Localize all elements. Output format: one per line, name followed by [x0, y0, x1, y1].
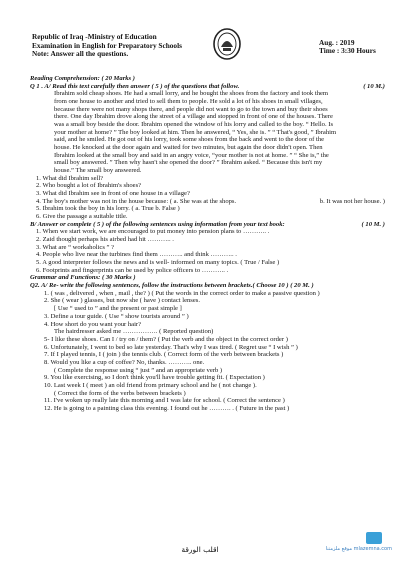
line-text: house. He knocked at the door again and waited for two minutes, but again the door didn't open. Then [54, 144, 323, 152]
line-text: [ Use “ used to ” and the present or past simple ] [54, 305, 182, 313]
text-line [30, 182, 385, 190]
text-line [30, 136, 385, 144]
header-left [32, 33, 182, 59]
watermark-logo-icon [366, 532, 382, 544]
text-line [30, 236, 385, 244]
text-line [30, 351, 385, 359]
line-text: 11. I've woken up really late this morning and I was late for school. ( Correct the sentence ) [44, 397, 285, 405]
text-line [30, 397, 385, 405]
exam-time: Time : 3:30 Hours [319, 46, 376, 56]
text-line [30, 274, 385, 282]
text-line [30, 259, 385, 267]
line-text: 5. Ibrahim took the boy in his lorry. ( a. True b. False ) [36, 205, 180, 213]
header-right [319, 39, 376, 56]
text-line [30, 405, 385, 413]
header-line: Republic of Iraq -Ministry of Education [32, 32, 157, 41]
text-line [30, 90, 385, 98]
text-line [30, 152, 385, 160]
line-text: 3. What did Ibrahim see in front of one house in a village? [36, 190, 190, 198]
line-text: 7. If I played tennis, I ( join ) the tennis club. ( Correct form of the verb between brackets ) [44, 351, 284, 359]
watermark-text: موقع ملزمتنا mlazemna.com [325, 546, 392, 552]
line-text: The hairdresser asked me ……………. ( Reported question) [54, 328, 214, 336]
line-right-text: ( 10 M. ) [361, 220, 385, 228]
text-line [30, 336, 385, 344]
text-line [30, 159, 385, 167]
line-text: B/ Answer or complete ( 5 ) of the following sentences using information from your text book: [30, 220, 285, 228]
line-text: Ibrahim looked at the small boy and said in an angry voice, “your mother is not at home. ” “ She is,” the [54, 151, 329, 159]
text-line [30, 129, 385, 137]
line-text: 5. A good interpreter follows the news and is well- informed on many topics. ( True / False ) [36, 259, 280, 267]
exam-date: Aug. : 2019 [319, 38, 355, 47]
text-line [30, 344, 385, 352]
line-text: 6. Footprints and fingerprints can be used by police officers to ……….. . [36, 266, 229, 274]
line-text: 4. How short do you want your hair? [44, 320, 142, 328]
text-line [30, 367, 385, 375]
text-line [30, 313, 385, 321]
text-line [30, 167, 385, 175]
text-line [30, 113, 385, 121]
line-text: 2. Zaid thought perhaps his airbed had hit ……….. . [36, 236, 174, 244]
line-text: Reading Comprehension: ( 20 Marks ) [30, 75, 135, 82]
line-text: from one house to another and tried to sell them to people. He sold a lot of his shoes in small villages, [54, 98, 323, 106]
watermark [325, 532, 392, 560]
text-line [30, 359, 385, 367]
text-line [30, 321, 385, 329]
line-text: 2. She ( wear ) glasses, but now she ( have ) contact lenses. [44, 297, 201, 305]
text-line [30, 305, 385, 313]
header-line: Note: Answer all the questions. [32, 49, 129, 59]
line-text: 9. You like exercising, so I don't think you'll have trouble getting fit. ( Expectation ) [44, 374, 265, 382]
text-line [30, 98, 385, 106]
text-line [30, 106, 385, 114]
line-text: Grammar and Functions: ( 30 Marks ) [30, 274, 136, 282]
text-line [30, 390, 385, 398]
text-line [30, 121, 385, 129]
text-line [30, 83, 385, 91]
line-text: 1. ( was , delivered , when , mail , the? ) ( Put the words in the correct order to make a passive question ) [44, 289, 320, 297]
text-line [30, 144, 385, 152]
line-text: 3. Define a tour guide. ( Use “ show tourists around ” ) [44, 312, 189, 320]
text-line [30, 267, 385, 275]
text-line [30, 75, 385, 83]
text-line [30, 382, 385, 390]
line-text: 4. People who live near the turbines find them ……….. and think ……….. . [36, 251, 237, 259]
line-text: 1. When we start work, we are encouraged to put money into pension plans to ……….. . [36, 228, 270, 236]
text-line [30, 190, 385, 198]
line-text: was a small boy beside the door. Ibrahim opened the window of his lorry and called to the boy. “ Hello. Is [54, 121, 334, 129]
line-text: said, and he smiled. He got out of his lorry, took some shoes from the back and went to the door of the [54, 136, 325, 144]
text-line [30, 205, 385, 213]
line-text: Ibrahim sold cheap shoes. He had a small lorry, and he bought the shoes from the factory and took them [54, 90, 329, 98]
exam-body [30, 75, 385, 413]
text-line [30, 251, 385, 259]
text-line [30, 228, 385, 236]
line-text: your mother at home? ” The boy looked at him. Then he answered, “ Yes, she is. ” “ That's good, ” Ibrahim [54, 128, 337, 136]
turn-page-note: اقلب الورقة [181, 545, 219, 554]
line-text: 5- I like these shoes. Can I / try on / them? ( Put the verb and the object in the correct order ) [44, 335, 288, 343]
line-text: there. One day Ibrahim drove along the street of a village and stopped in front of one of the houses. There [54, 113, 333, 121]
line-text: house.” The small boy answered. [54, 167, 142, 175]
line-text: small boy answered. ” Then why hasn't she opened the door? ” Ibrahim asked. “ Because this isn't my [54, 159, 323, 167]
text-line [30, 175, 385, 183]
line-text: 6. Give the passage a suitable title. [36, 213, 128, 221]
line-text: because there were not many shops there, and people did not want to go to the town and buy their shoes [54, 105, 328, 113]
text-line [30, 290, 385, 298]
text-line [30, 374, 385, 382]
line-text: 3. What are “ workaholics ” ? [36, 243, 115, 251]
header-line: Examination in English for Preparatory Schools [32, 40, 182, 50]
line-text: 12. He is going to a painting class this evening. I found out he ………. . ( Future in the past ) [44, 404, 290, 412]
text-line [30, 244, 385, 252]
line-text: 4. The boy's mother was not in the house because: ( a. She was at the shops. [36, 197, 237, 205]
line-right-text: b. It was not her house. ) [319, 197, 385, 205]
line-text: ( Correct the form of the verbs between brackets ) [54, 389, 186, 397]
text-line [30, 221, 385, 229]
text-line [30, 198, 385, 206]
text-line [30, 297, 385, 305]
line-text: Q 1 . A/ Read this text carefully then answer ( 5 ) of the questions that follow. [30, 82, 240, 90]
line-text: ( Complete the response using “ just ” and an appropriate verb ) [54, 366, 223, 374]
line-text: 2. Who bought a lot of Ibrahim's shoes? [36, 182, 142, 190]
line-right-text: ( 10 M.) [363, 82, 385, 90]
line-text: 6. Unfortunately, I went to bed so late yesterday. That's why I was tired. ( Regret use “ I wish ” ) [44, 343, 298, 351]
line-text: 8. Would you like a cup of coffee? No, thanks. ……….. one. [44, 358, 205, 366]
line-text: 10. Last week I ( meet ) an old friend from primary school and he ( not change ). [44, 381, 257, 389]
text-line [30, 213, 385, 221]
line-text: Q2. A/ Re- write the following sentences, follow the instructions between brackets.( Choose 10 ) ( 20 M. ) [30, 282, 314, 290]
line-text: 1. What did Ibrahim sell? [36, 174, 104, 182]
text-line [30, 282, 385, 290]
ministry-seal-icon [212, 27, 242, 61]
text-line [30, 328, 385, 336]
